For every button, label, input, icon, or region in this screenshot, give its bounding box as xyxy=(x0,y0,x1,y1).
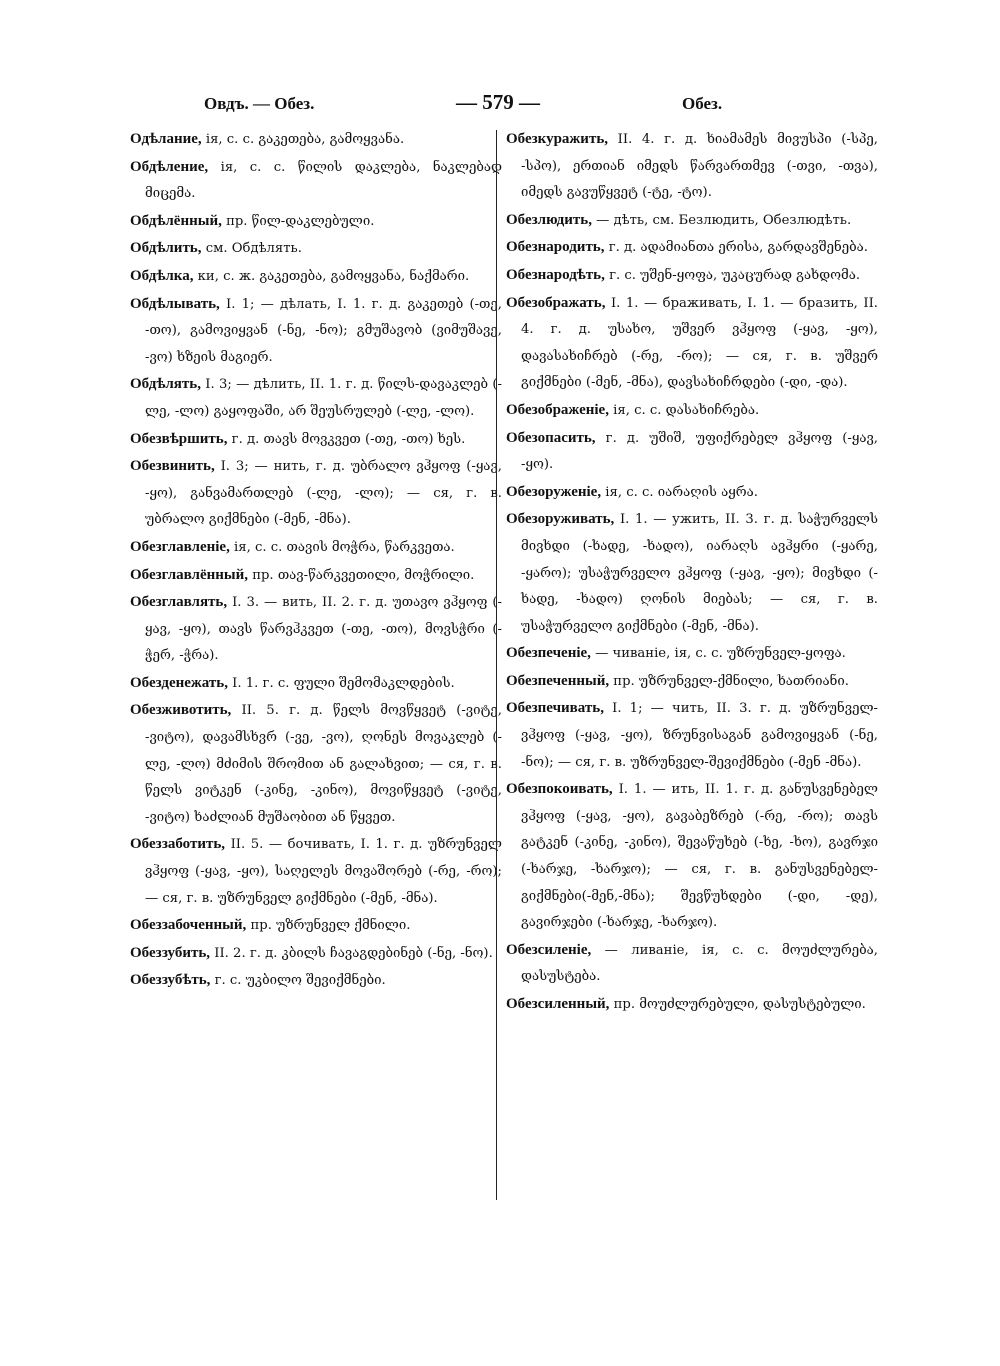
entry-headword: Обеззаботить, xyxy=(130,836,226,853)
entry-definition: I. 1. — браживать, I. 1. — бразить, II. 4. г. д. უსახო, უშვერ ვჰყოფ (-ყავ, -ყო), დავასახიჩრებ (-რე, -რო); — ся, г. в. უშვერ გიქმნები (-მენ, -მნა), დავსახიჩრდები (-დი, -და). xyxy=(521,295,878,391)
dictionary-entry xyxy=(506,776,878,937)
entry-definition: I. 1; — чить, II. 3. г. д. უზრუნველ-ვჰყოფ (-ყავ, -ყო), ზრუნვისაგან გამოვიყვან (-ნე, -ნო); — ся, г. в. უზრუნველ-შევიქმნები (-მენ -მნა). xyxy=(521,701,878,770)
entry-headword: Обезоруживать, xyxy=(506,511,615,528)
entry-definition: г. д. უშიშ, უფიქრებელ ვჰყოფ (-ყავ, -ყო). xyxy=(521,430,878,473)
dictionary-entry xyxy=(130,426,502,454)
dictionary-entry xyxy=(130,562,502,590)
entry-headword: Обезкуражить, xyxy=(506,131,608,147)
dictionary-entry xyxy=(130,912,502,940)
entry-definition: г. с. უკბილო შევიქმნები. xyxy=(214,973,386,989)
entry-headword: Обезпеченіе, xyxy=(506,645,591,662)
entry-definition: ія, с. с. წილის დაკლება, ნაკლებად მიცემა. xyxy=(145,159,502,202)
dictionary-entry xyxy=(130,263,502,291)
entry-headword: Обезоруженіе, xyxy=(506,483,602,500)
entry-headword: Обезнародѣть, xyxy=(506,266,605,283)
entry-definition: — ливаніе, ія, с. с. მოუძლურება, დასუსტება. xyxy=(521,942,878,985)
entry-headword: Обезлюдить, xyxy=(506,211,592,228)
entry-headword: Обезденежать, xyxy=(130,674,228,691)
dictionary-entry xyxy=(130,831,502,912)
dictionary-entry xyxy=(130,126,502,154)
dictionary-entry xyxy=(130,208,502,236)
dictionary-entry xyxy=(506,695,878,776)
entry-headword: Обеззубѣть, xyxy=(130,972,211,989)
dictionary-entry xyxy=(506,262,878,290)
entry-headword: Обезопасить, xyxy=(506,429,596,446)
dictionary-entry xyxy=(130,534,502,562)
entry-headword: Обеззабоченный, xyxy=(130,917,247,934)
entry-headword: Обезнародить, xyxy=(506,239,605,256)
entry-definition: II. 4. г. д. ხიამამეს მივუსპი (-სპე, -სპო), ერთიან იმედს წარვართმევ (-თვი, -თვა), იმედს გავუწყვეტ (-ტე, -ტო). xyxy=(521,132,878,201)
dictionary-entry xyxy=(506,234,878,262)
entry-definition: I. 3. — вить, II. 2. г. д. უთავო ვჰყოფ (-ყავ, -ყო), თავს წარვჰკვეთ (-თე, -თო), მოვსჭრი (-ჭერ, -ჭრა). xyxy=(145,595,502,664)
entry-headword: Обезпеченный, xyxy=(506,672,610,689)
dictionary-entry xyxy=(506,290,878,397)
dictionary-entry xyxy=(506,425,878,479)
column-divider xyxy=(496,130,497,1200)
header-right-range: Обез. xyxy=(682,94,723,113)
entry-definition: ія, с. с. იარაღის აყრა. xyxy=(605,484,758,500)
dictionary-entry xyxy=(506,991,878,1019)
header-left-range: Овдъ. — Обез. xyxy=(204,94,315,113)
dictionary-entry xyxy=(130,154,502,208)
entry-definition: I. 1. — ить, II. 1. г. д. განუსვენებელ ვჰყოფ (-ყავ, -ყო), გავაბეზრებ (-რე, -რო); თავს გატკენ (-კინე, -კინო), შევაწუხებ (-ხე, -ხო), გავრჯი (-ხარჯე, -ხარჯო); — ся, г. в. განუსვენებელ-გიქმნები(-მენ,-მნა); შევწუხდები (-დი, -დე), გავირჯები (-ხარჯე, -ხარჯო). xyxy=(521,782,878,931)
entry-headword: Обезпечивать, xyxy=(506,700,604,717)
entry-definition: — чиваніе, ія, с. с. უზრუნველ-ყოფა. xyxy=(595,646,846,662)
dictionary-entry xyxy=(506,506,878,640)
dictionary-entry xyxy=(130,235,502,263)
entry-definition: I. 3; — дѣлить, II. 1. г. д. წილს-დავაკლებ (-ლე, -ლო) გაყოფაში, არ შეუსრულებ (-ლე, -ლო). xyxy=(145,377,502,419)
right-column xyxy=(506,126,878,1206)
entry-definition: см. Обдѣлять. xyxy=(205,241,302,257)
entry-headword: Обдѣление, xyxy=(130,158,209,175)
entry-headword: Обезживотить, xyxy=(130,702,232,719)
dictionary-entry xyxy=(130,940,502,968)
dictionary-entry xyxy=(130,291,502,372)
entry-definition: пр. თავ-წარკვეთილი, მოჭრილი. xyxy=(252,567,475,583)
entry-definition: I. 1; — дѣлать, I. 1. г. д. გაკეთებ (-თე, -თო), გამოვიყვან (-ნე, -ნო); გმუშავობ (ვიმუშავე, -ვო) ხზეის მაგიერ. xyxy=(145,296,502,365)
entry-headword: Одѣлание, xyxy=(130,131,202,147)
entry-definition: пр. უზრუნველ-ქმნილი, ხათრიანი. xyxy=(613,673,849,689)
entry-definition: ія, с. с. გაკეთება, გამოყვანა. xyxy=(205,132,405,147)
dictionary-entry xyxy=(506,668,878,696)
entry-headword: Обезображеніе, xyxy=(506,401,609,418)
entry-headword: Обезвинить, xyxy=(130,458,215,475)
dictionary-entry xyxy=(130,371,502,425)
entry-headword: Обдѣлка, xyxy=(130,267,194,284)
entry-definition: ія, с. с. დასახიჩრება. xyxy=(613,402,760,418)
entry-headword: Обезсиленный, xyxy=(506,996,610,1012)
entry-definition: ки, с. ж. გაკეთება, გამოყვანა, ნაქმარი. xyxy=(197,268,470,284)
entry-definition: I. 1. — ужить, II. 3. г. д. საჭურველს მივხდი (-ხადე, -ხადო), იარაღს ავჰყრი (-ყარე, -ყარო); უსაჭურველო ვჰყოფ (-ყავ, -ყო); მივხდი (-ხადე, -ხადო) ღონის მიებას; — ся, г. в. უსაჭურველო გიქმნები (-მენ, -მნა). xyxy=(521,512,878,634)
dictionary-entry xyxy=(130,453,502,534)
page-number: — 579 — xyxy=(456,90,540,114)
dictionary-entry xyxy=(130,589,502,670)
dictionary-entry xyxy=(506,479,878,507)
dictionary-entry xyxy=(130,670,502,698)
left-column xyxy=(130,126,502,1206)
entry-headword: Обдѣлывать, xyxy=(130,295,220,312)
entry-definition: II. 5. — бочивать, I. 1. г. д. უზრუნველ ვჰყოფ (-ყავ, -ყო), საღელეს მოვაშორებ (-რე, -რო); — ся, г. в. უზრუნველ გიქმნები (-მენ, -მნა). xyxy=(145,837,502,906)
dictionary-entry xyxy=(506,397,878,425)
entry-definition: пр. უზრუნველ ქმნილი. xyxy=(250,918,411,934)
dictionary-entry xyxy=(506,937,878,991)
entry-headword: Обдѣлённый, xyxy=(130,212,222,229)
entry-definition: I. 1. г. с. ფული შემომაკლდების. xyxy=(232,675,455,691)
entry-headword: Обезглавлять, xyxy=(130,594,228,611)
entry-headword: Обезглавлённый, xyxy=(130,566,248,583)
dictionary-entry xyxy=(506,207,878,235)
entry-headword: Обезглавленіе, xyxy=(130,538,230,555)
entry-headword: Обдѣлить, xyxy=(130,240,202,257)
entry-definition: г. д. ადამიანთა ერისა, გარდავშენება. xyxy=(608,240,868,256)
entry-definition: ія, с. с. თავის მოჭრა, წარკვეთა. xyxy=(234,539,455,555)
entry-definition: пр. მოუძლურებული, დასუსტებული. xyxy=(613,997,866,1012)
dictionary-entry xyxy=(506,640,878,668)
entry-definition: II. 2. г. д. კბილს ჩავაგდებინებ (-ნე, -ნო). xyxy=(214,945,493,961)
entry-definition: II. 5. г. д. წელს მოვწყვეტ (-ვიტე, -ვიტო), დავამსხვრ (-ვე, -ვო), ღონეს მოვაკლებ (-ლე, -ლო) მძიმის შრომით ან გალახვით; — ся, г. в. წელს ვიტკენ (-კინე, -კინო), მოვიწყვეტ (-ვიტე, -ვიტო) ხაძლიან მუშაობით ან წყვეთ. xyxy=(145,703,502,825)
page-header xyxy=(130,90,890,124)
entry-definition: — дѣть, см. Безлюдить, Обезлюдѣть. xyxy=(596,212,852,228)
entry-definition: I. 3; — нить, г. д. უბრალო ვჰყოფ (-ყავ, -ყო), განვამართლებ (-ლე, -ლო); — ся, г. в. უბრალო გიქმნები (-მენ, -მნა). xyxy=(145,459,502,528)
entry-definition: пр. წილ-დაკლებული. xyxy=(226,213,375,229)
entry-headword: Обдѣлять, xyxy=(130,376,201,393)
entry-headword: Обезвѣршить, xyxy=(130,430,228,447)
entry-headword: Обеззубить, xyxy=(130,944,211,961)
entry-headword: Обезображать, xyxy=(506,294,606,311)
entry-headword: Обезсиленіе, xyxy=(506,941,592,958)
entry-definition: г. с. უშენ-ყოფა, უკაცურად გახდომა. xyxy=(609,267,861,283)
dictionary-entry xyxy=(130,697,502,831)
dictionary-entry xyxy=(506,126,878,207)
dictionary-entry xyxy=(130,967,502,995)
entry-definition: г. д. თავს მოვკვეთ (-თე, -თო) ხეს. xyxy=(231,431,466,447)
entry-headword: Обезпокоивать, xyxy=(506,781,613,798)
